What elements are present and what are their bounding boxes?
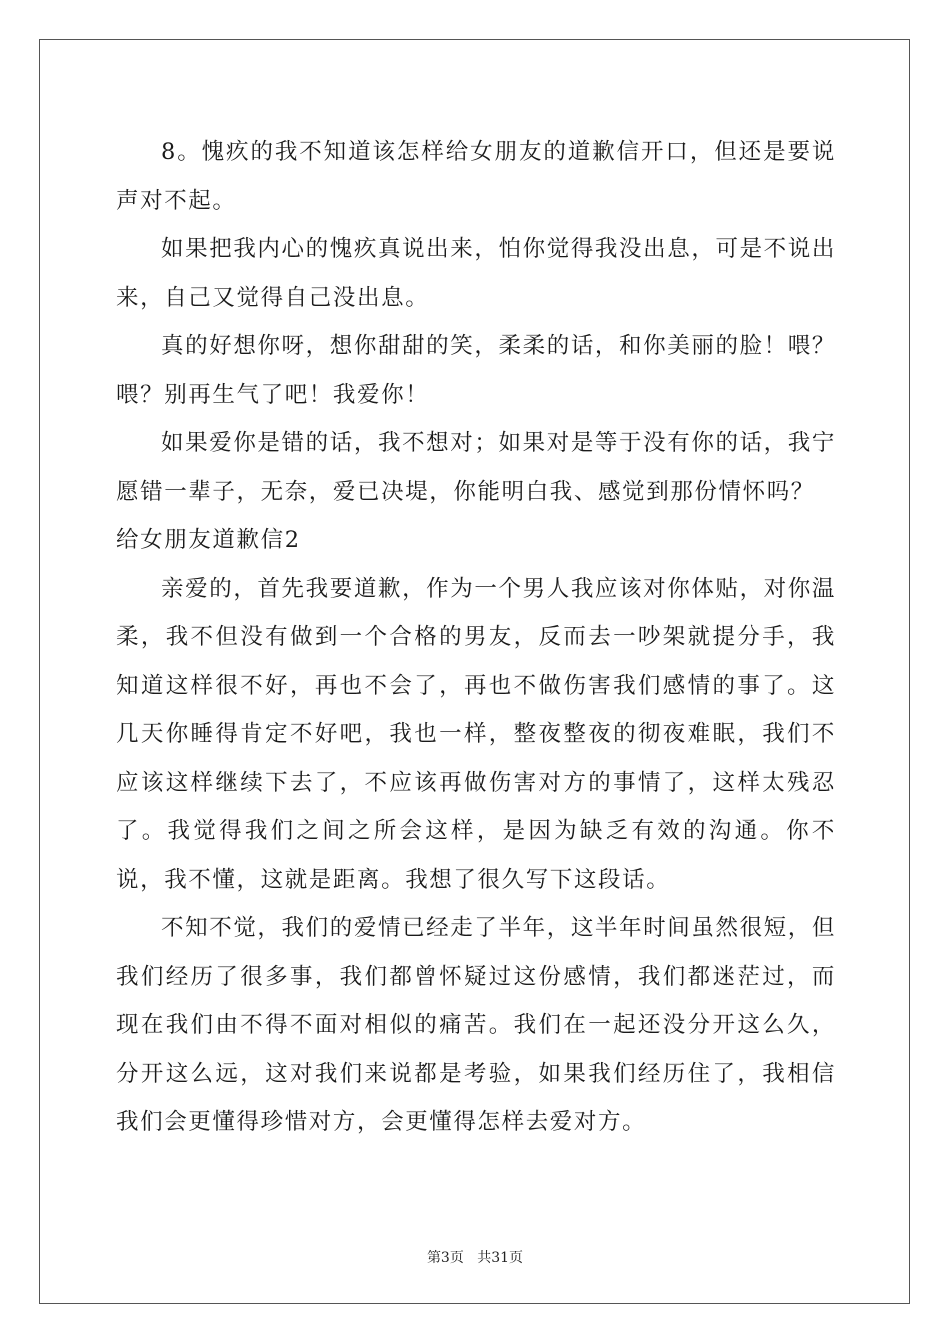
page-total: 共31页 bbox=[477, 1250, 524, 1266]
paragraph-2: 如果把我内心的愧疚真说出来，怕你觉得我没出息，可是不说出来，自己又觉得自己没出息。 bbox=[116, 236, 836, 311]
page-number: 第3页 bbox=[426, 1250, 464, 1266]
page-footer bbox=[0, 1247, 950, 1267]
document-body bbox=[116, 128, 836, 1147]
paragraph-1: 8。愧疚的我不知道该怎样给女朋友的道歉信开口，但还是要说声对不起。 bbox=[116, 139, 836, 214]
paragraph-3: 真的好想你呀，想你甜甜的笑，柔柔的话，和你美丽的脸！喂？喂？别再生气了吧！我爱你！ bbox=[116, 333, 836, 408]
paragraph-4: 如果爱你是错的话，我不想对；如果对是等于没有你的话，我宁愿错一辈子，无奈，爱已决堤，你能明白我、感觉到那份情怀吗？ bbox=[116, 430, 836, 505]
section-paragraph-1: 亲爱的，首先我要道歉，作为一个男人我应该对你体贴，对你温柔，我不但没有做到一个合格的男友，反而去一吵架就提分手，我知道这样很不好，再也不会了，再也不做伤害我们感情的事了。这几天你睡得肯定不好吧，我也一样，整夜整夜的彻夜难眠，我们不应该这样继续下去了，不应该再做伤害对方的事情了，这样太残忍了。我觉得我们之间之所会这样，是因为缺乏有效的沟通。你不说，我不懂，这就是距离。我想了很久写下这段话。 bbox=[116, 575, 836, 893]
section-heading: 给女朋友道歉信2 bbox=[116, 527, 301, 553]
section-paragraph-2: 不知不觉，我们的爱情已经走了半年，这半年时间虽然很短，但我们经历了很多事，我们都曾怀疑过这份感情，我们都迷茫过，而现在我们由不得不面对相似的痛苦。我们在一起还没分开这么久，分开这么远，这对我们来说都是考验，如果我们经历住了，我相信我们会更懂得珍惜对方，会更懂得怎样去爱对方。 bbox=[116, 915, 836, 1135]
